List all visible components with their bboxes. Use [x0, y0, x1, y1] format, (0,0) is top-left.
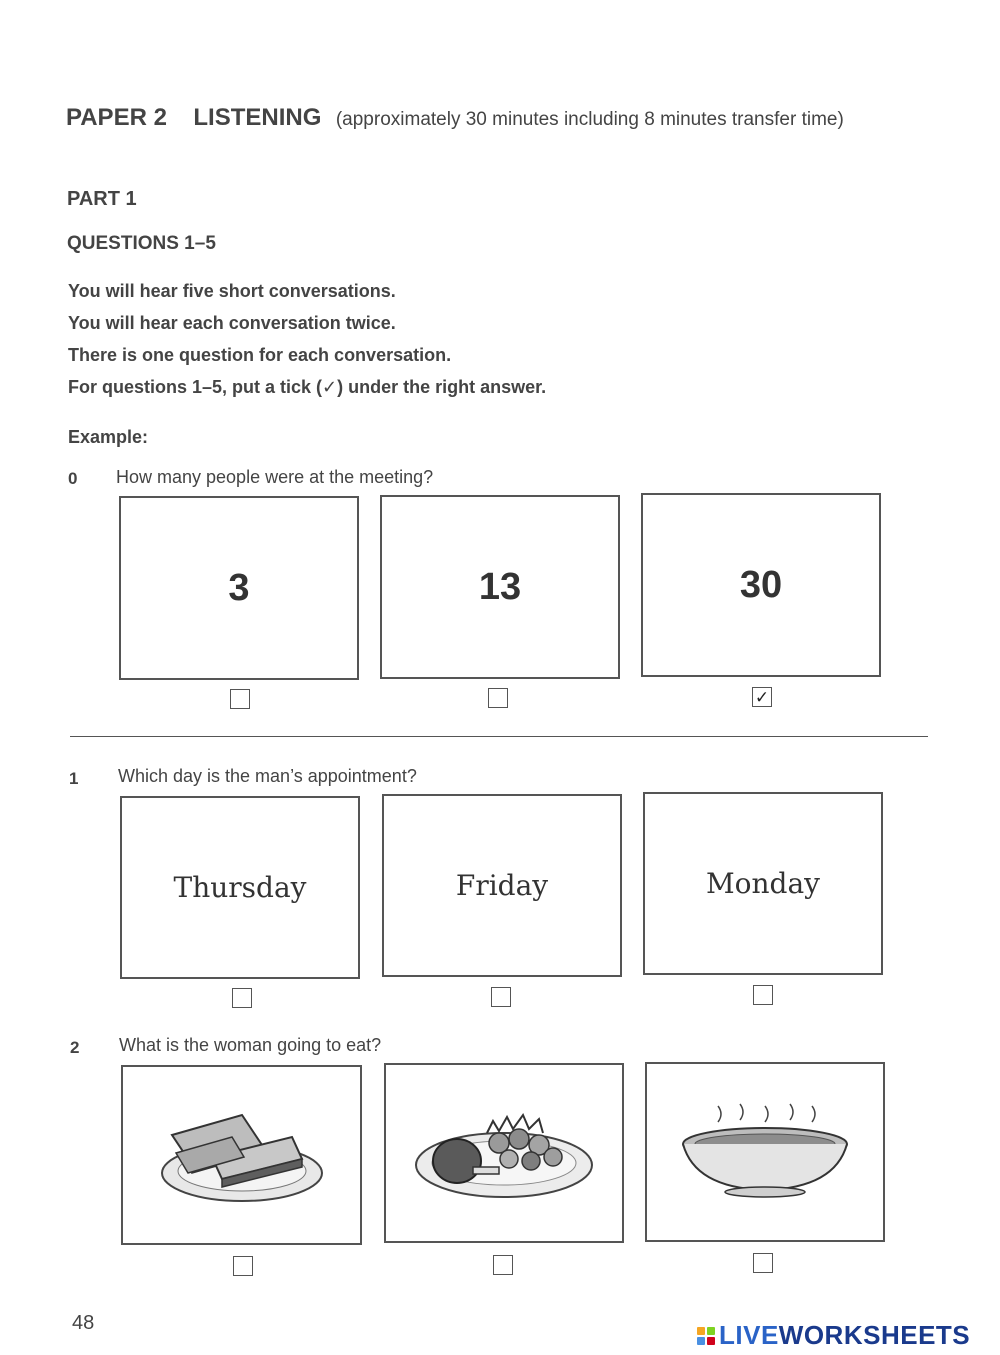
instruction-line: For questions 1–5, put a tick (✓) under the right answer.	[68, 377, 547, 397]
option-day: Friday	[455, 869, 549, 902]
watermark-text: LIVEWORKSHEETS	[719, 1320, 971, 1350]
chicken-salad-picture	[409, 1093, 599, 1213]
instruction-line: You will hear five short conversations.	[68, 281, 396, 301]
option-box	[120, 796, 360, 979]
example-label: Example:	[68, 427, 149, 447]
section-subtitle: (approximately 30 minutes including 8 minutes transfer time)	[335, 109, 844, 130]
option-box	[384, 1063, 624, 1243]
option-box	[643, 792, 883, 975]
question-text: What is the woman going to eat?	[119, 1035, 382, 1055]
option-box	[382, 794, 622, 977]
answer-checkbox[interactable]	[233, 1256, 253, 1276]
section-divider	[70, 736, 928, 737]
answer-checkbox[interactable]	[753, 985, 773, 1005]
option-box	[641, 493, 881, 677]
answer-checkbox[interactable]	[753, 1253, 773, 1273]
page-header	[66, 104, 844, 132]
answer-checkbox[interactable]	[493, 1255, 513, 1275]
option-day: Thursday	[173, 871, 307, 904]
answer-checkbox[interactable]	[232, 988, 252, 1008]
option-number: 13	[478, 565, 522, 608]
answer-checkbox[interactable]	[491, 987, 511, 1007]
instruction-line: There is one question for each conversation.	[68, 345, 452, 365]
option-day: Monday	[706, 867, 820, 900]
paper-label: PAPER 2	[66, 104, 167, 131]
option-box	[645, 1062, 885, 1242]
option-number: 30	[739, 563, 783, 606]
option-box	[119, 496, 359, 680]
question-text: Which day is the man’s appointment?	[118, 766, 417, 786]
answer-checkbox[interactable]	[488, 688, 508, 708]
question-text: How many people were at the meeting?	[116, 467, 434, 487]
option-box	[121, 1065, 362, 1245]
section-title: LISTENING	[193, 104, 322, 131]
question-number: 1	[69, 769, 79, 788]
question-number: 2	[70, 1038, 80, 1057]
page-number: 48	[72, 1312, 95, 1334]
answer-checkbox[interactable]	[230, 689, 250, 709]
questions-heading: QUESTIONS 1–5	[67, 233, 216, 254]
option-box	[380, 495, 620, 679]
answer-checkbox-checked[interactable]: ✓	[752, 687, 772, 707]
part-heading: PART 1	[67, 188, 137, 210]
liveworksheets-logo-icon	[697, 1327, 715, 1345]
sandwiches-picture	[152, 1095, 332, 1215]
option-number: 3	[228, 566, 250, 609]
question-number: 0	[68, 469, 78, 488]
instruction-line: You will hear each conversation twice.	[68, 313, 396, 333]
liveworksheets-watermark	[697, 1320, 970, 1351]
soup-picture	[670, 1092, 860, 1212]
